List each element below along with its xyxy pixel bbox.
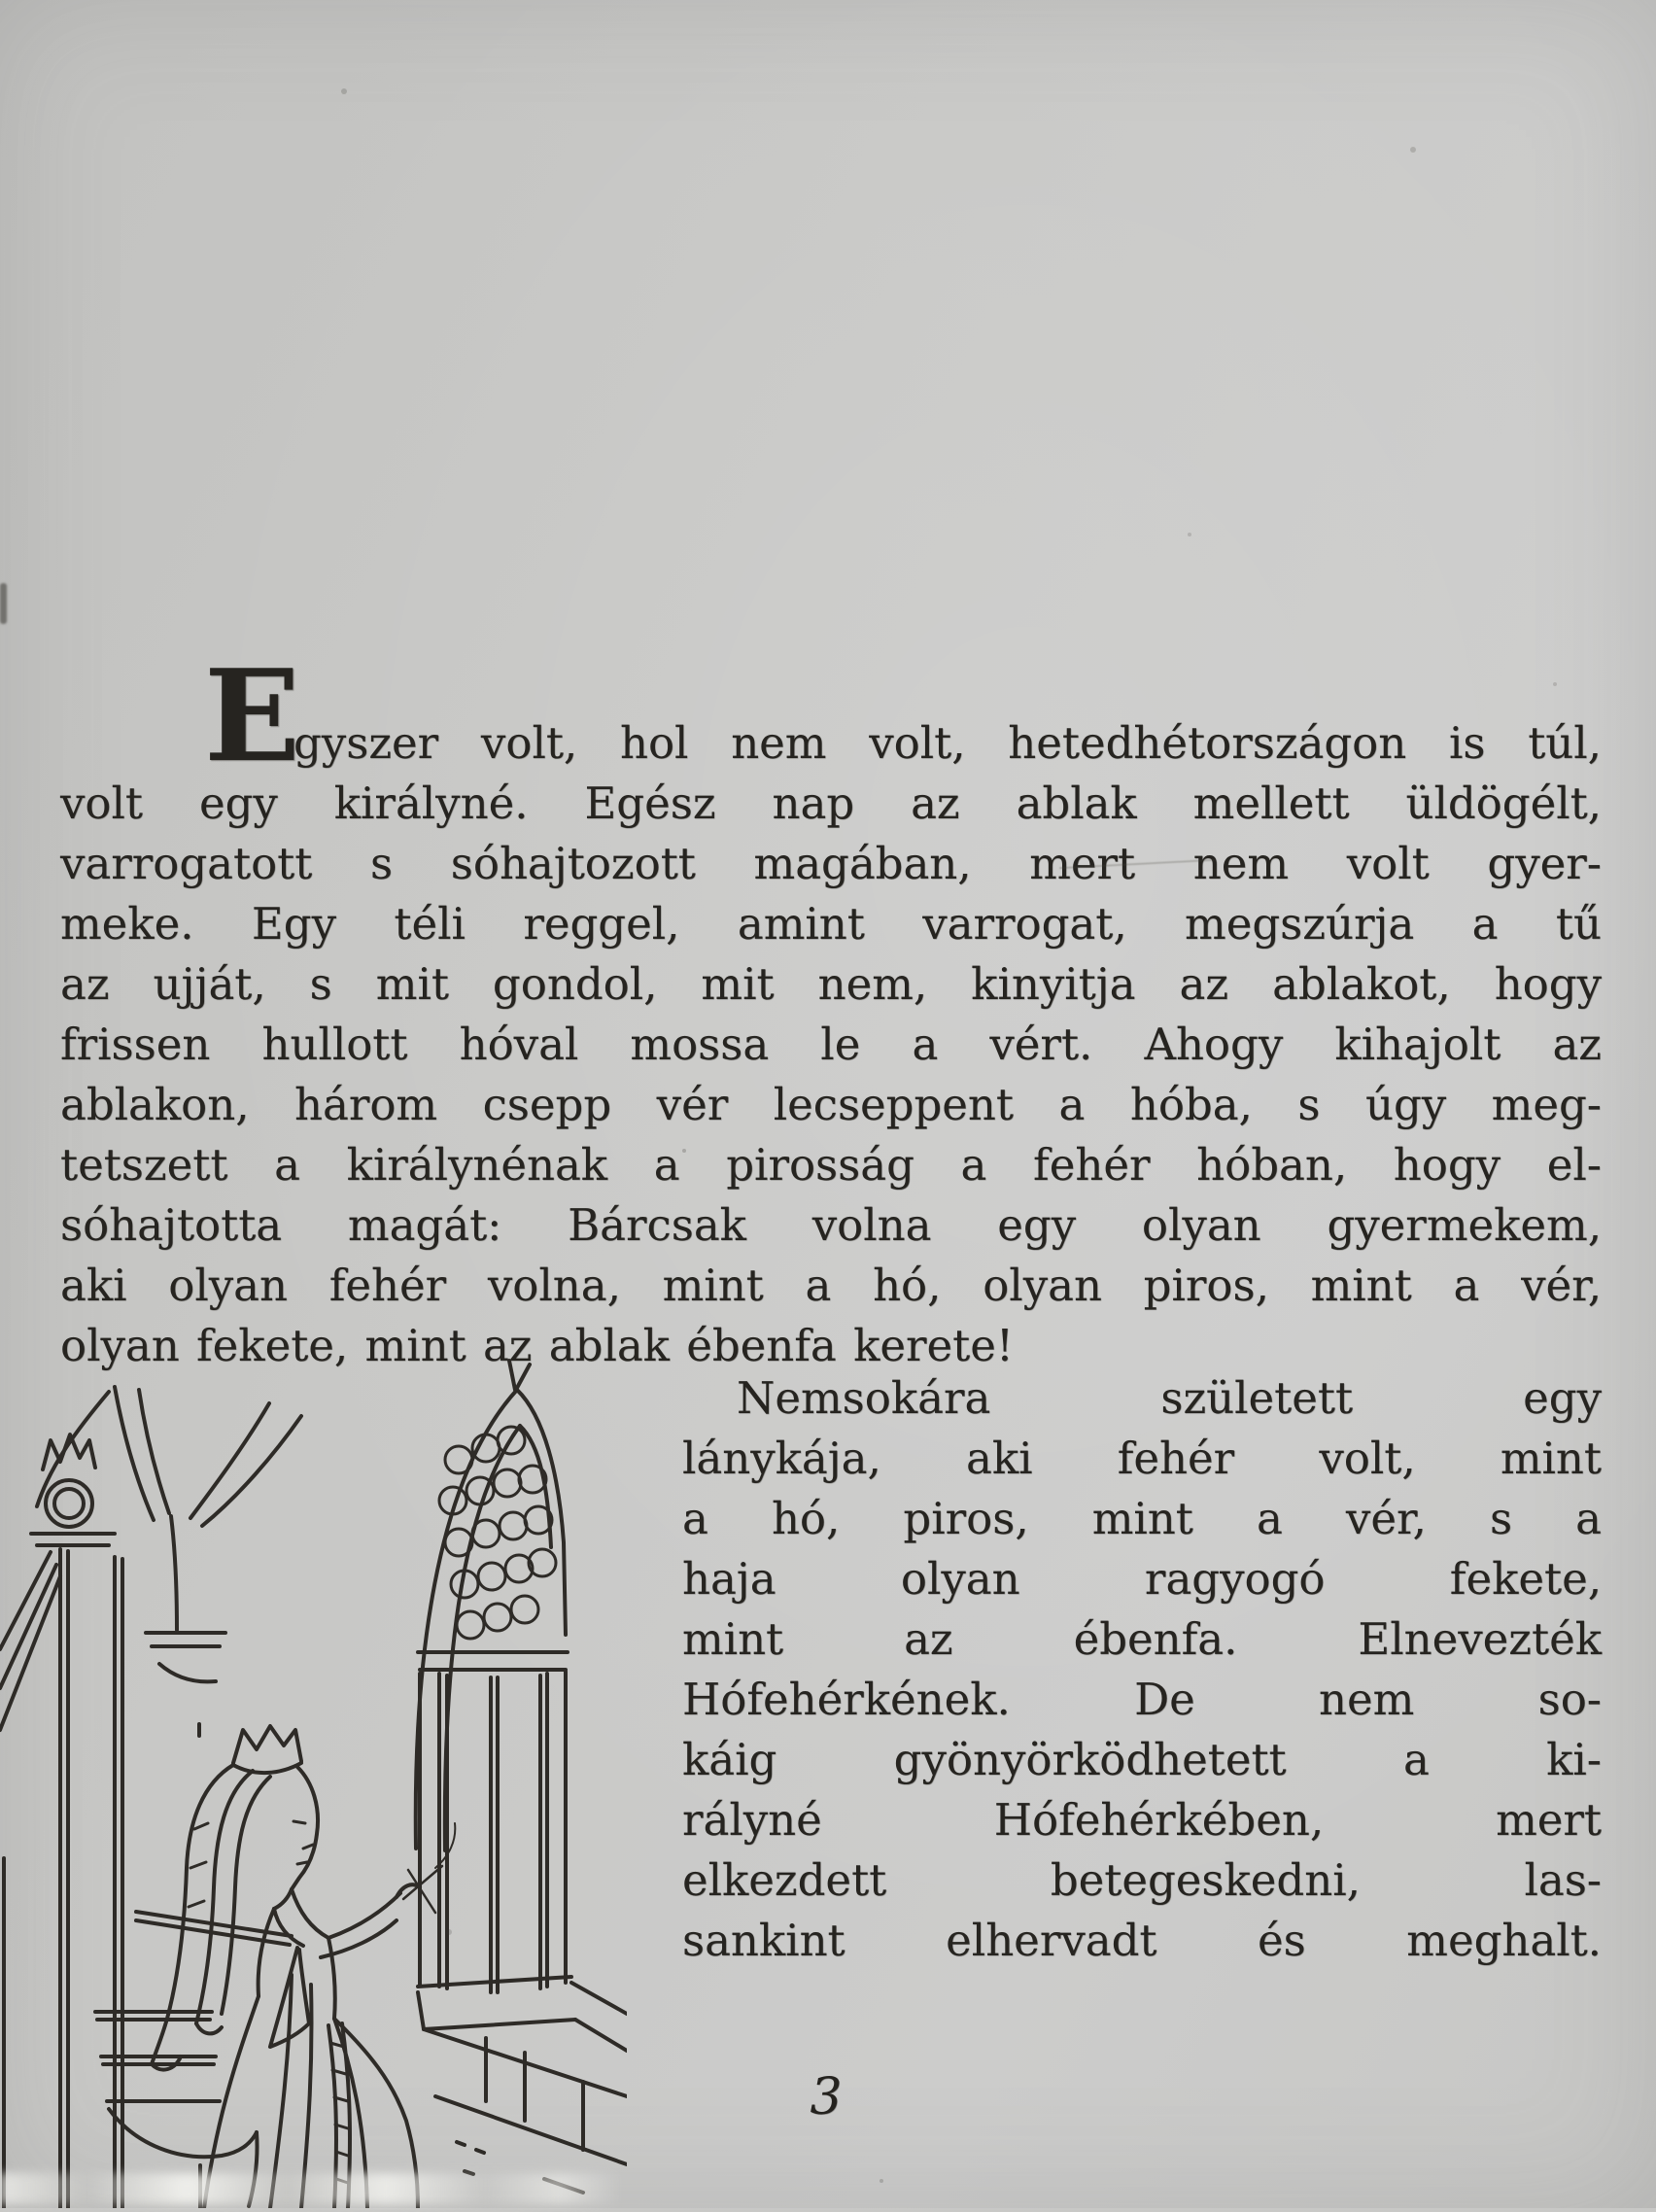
text-line: meke. Egy téli reggel, amint varrogat, megszúrja a tű xyxy=(60,898,1602,950)
crown-base xyxy=(233,1763,301,1773)
opening-paragraph xyxy=(60,641,1602,1376)
face-profile xyxy=(274,1767,318,1909)
gothic-window xyxy=(416,1361,568,1992)
queen-figure xyxy=(152,1726,455,2208)
text-line: frissen hullott hóval mossa le a vért. Ahogy kihajolt az xyxy=(60,1019,1602,1070)
text-line: aki olyan fehér volna, mint a hó, olyan piros, mint a vér, xyxy=(60,1260,1602,1311)
nose-line xyxy=(303,1845,313,1849)
crown xyxy=(233,1726,301,1763)
text-line: lánykája, aki fehér volt, mint xyxy=(682,1433,1602,1484)
text-line: varrogatott s sóhajtozott magában, mert nem volt gyer- xyxy=(60,838,1602,889)
vault-ribs xyxy=(37,1387,301,1736)
text-line: volt egy királyné. Egész nap az ablak mellett üldögélt, xyxy=(60,778,1602,829)
illustration-drawing xyxy=(0,1343,627,2208)
text-line: haja olyan ragyogó fekete, xyxy=(682,1553,1602,1605)
text-line: káig gyönyörködhetett a ki- xyxy=(682,1734,1602,1785)
text-line: elkezdett betegeskedni, las- xyxy=(682,1854,1602,1906)
text-line: olyan fekete, mint az ablak ébenfa kerete! xyxy=(60,1320,1014,1371)
text-line: sankint elhervadt és meghalt. xyxy=(682,1915,1602,1966)
paper-specks xyxy=(0,0,4,4)
text-line: mint az ébenfa. Elnevezték xyxy=(682,1613,1602,1665)
flame-finial xyxy=(43,1434,95,1469)
text-line: a hó, piros, mint a vér, s a xyxy=(682,1493,1602,1544)
queen-sewing-illustration xyxy=(0,1343,627,2208)
text-line: ablakon, három csepp vér lecseppent a hóba, s úgy meg- xyxy=(60,1079,1602,1130)
window-sill-and-stones xyxy=(418,1977,627,2193)
text-line: Nemsokára született egy xyxy=(737,1372,1602,1424)
text-line: gyszer volt, hol nem volt, hetedhétországon is túl, xyxy=(293,717,1602,769)
page-number: 3 xyxy=(810,2068,843,2126)
second-paragraph xyxy=(682,1368,1602,1971)
eye xyxy=(293,1821,305,1823)
scan-edge-mark xyxy=(0,583,7,624)
chair-post-and-finial xyxy=(0,1434,292,2208)
text-line: az ujját, s mit gondol, mit nem, kinyitja az ablakot, hogy xyxy=(60,958,1602,1010)
drop-cap: E xyxy=(204,641,301,790)
text-line: rályné Hófehérkében, mert xyxy=(682,1794,1602,1846)
text-line: tetszett a királynénak a pirosság a fehér hóban, hogy el- xyxy=(60,1139,1602,1191)
blurred-watermark-smudge xyxy=(0,2173,622,2204)
raised-arm xyxy=(328,1893,400,1938)
text-line: sóhajtotta magát: Bárcsak volna egy olyan gyermekem, xyxy=(60,1199,1602,1251)
text-line: Hófehérkének. De nem so- xyxy=(682,1674,1602,1725)
mouth xyxy=(297,1862,307,1864)
